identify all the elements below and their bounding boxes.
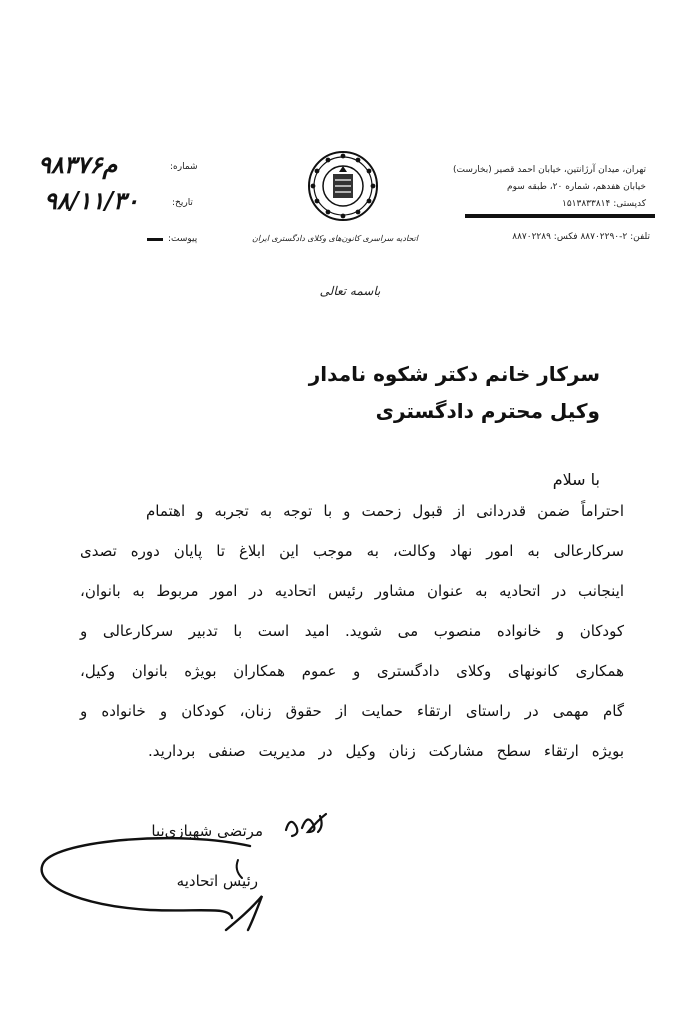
- header-rule: [465, 214, 655, 218]
- body-line-5: همکاری کانونهای وکلای دادگستری و عموم همکاران بویژه بانوان وکیل،: [80, 662, 624, 680]
- body-line-7: بویژه ارتقاء سطح مشارکت زنان وکیل در مدیریت صنفی بردارید.: [148, 742, 624, 760]
- union-logo-icon: [307, 150, 379, 222]
- logo-caption: اتحادیه سراسری کانون‌های وکلای دادگستری ایران: [251, 234, 418, 243]
- phone-fax-line: تلفن: ۲-۸۸۷۰۲۲۹۰ فکس: ۸۸۷۰۲۲۸۹: [512, 232, 650, 242]
- address-block: [406, 162, 646, 213]
- recipient-line-1: سرکار خانم دکتر شکوه نامدار: [308, 362, 600, 386]
- body-line-4: کودکان و خانواده منصوب می شوید. امید است با تدبیر سرکارعالی و: [80, 622, 624, 640]
- body-line-1: احتراماً ضمن قدردانی از قبول زحمت و با توجه به تجربه و اهتمام: [146, 502, 624, 520]
- attachment-dash: [147, 238, 163, 241]
- recipient-line-2: وکیل محترم دادگستری: [375, 399, 600, 423]
- signatory-title: رئیس اتحادیه: [176, 872, 258, 890]
- signatory-name: مرتضی شهبازی‌نیا: [151, 822, 263, 840]
- body-line-6: گام مهمی در راستای ارتقاء حمایت از حقوق زنان، کودکان و خانواده و: [80, 702, 624, 720]
- greeting: با سلام: [552, 470, 600, 489]
- letter-body: [80, 502, 624, 782]
- body-line-3: اینجانب در اتحادیه به عنوان مشاور رئیس اتحادیه در امور مربوط به بانوان،: [80, 582, 624, 600]
- number-value: ۹۸م۳۷۶: [38, 150, 118, 179]
- number-label: شماره:: [170, 162, 198, 172]
- date-value: ۹۸/۱۱/۳۰: [44, 186, 139, 215]
- bismillah-heading: باسمه تعالی: [319, 284, 381, 298]
- address-line-2: خیابان هفدهم، شماره ۲۰، طبقه سوم: [507, 182, 646, 192]
- body-line-2: سرکارعالی به امور نهاد وکالت، به موجب این ابلاغ تا پایان دوره تصدی: [80, 542, 624, 560]
- address-line-3: کدپستی: ۱۵۱۳۸۳۳۸۱۴: [562, 199, 646, 209]
- date-label: تاریخ:: [172, 198, 193, 208]
- address-line-1: تهران، میدان آرژانتین، خیابان احمد قصیر (بخارست): [452, 165, 646, 175]
- recipient-block: [309, 356, 600, 430]
- attachment-label: پیوست:: [168, 234, 198, 244]
